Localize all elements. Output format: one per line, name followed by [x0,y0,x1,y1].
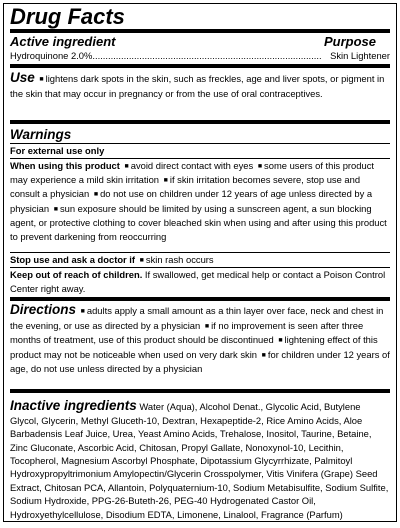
divider [10,389,390,393]
bullet-icon: ■ [204,322,210,330]
bullet-icon: ■ [53,205,58,213]
when-using-item: some users of this product may experience a mild skin irritation [10,159,374,186]
stop-use-item: skin rash occurs [145,254,214,266]
bullet-icon: ■ [261,351,266,359]
active-header-row [10,34,390,49]
directions-section [10,303,390,375]
inactive-text: Water (Aqua), Alcohol Denat., Glycolic Acid, Butylene Glycol, Glycerin, Methyl Gluceth-10, Dextran, Hexapeptide-2, Rice Amino Acids, Aloe Barbadensis Leaf Juice, Urea, Yeast Amino Acids, Trehalose, Inositol, Taurine, Betaine, Zinc Gluconate, Ascorbic Acid, Chitosan, Propyl Gallate, Nonoxynol-10, Lecithin, Tocopherol, Magnesium Ascorbyl Phosphate, Dipotassium Glycyrrhizate, Palmitoyl Hydroxypropyltrimonium Amylopectin/Glycerin Crosspolymer, Vitis Vinifera (Grape) Seed Extract, Chitosan PCA, Allantoin, Polyquaternium-10, Sodium Metabisulfite, Sodium Sulfite, Sodium Hydroxide, PPG-26-Buteth-26, PEG-40 Hydrogenated Castor Oil, Hydroxyethylcellulose, Disodium EDTA, Limonene, Linalool, Fragrance (Parfum) [10,401,389,520]
when-using-item: sun exposure should be limited by using a sunscreen agent, a sun blocking agent, or protective clothing to cover bleached skin when using and after using this product to prevent darkening from reoccurring [10,202,387,242]
stop-use-lead: Stop use and ask a doctor if [10,254,136,266]
stop-use-section [10,253,390,267]
divider [10,64,390,68]
bullet-icon: ■ [93,191,99,199]
keep-out-section [10,268,390,295]
use-text: lightens dark spots in the skin, such as freckles, age and liver spots, or pigment in the skin that may occur in pregnancy or from the use of oral contraceptives. [10,73,385,99]
keep-out-text: If swallowed, get medical help or contact a Poison Control Center right away. [10,269,386,294]
active-ingredient-row [10,49,390,62]
when-using-item: avoid direct contact with eyes [130,159,254,171]
when-using-lead: When using this product [10,159,120,171]
bullet-icon: ■ [163,177,168,185]
purpose-value: Skin Lightener [330,50,390,61]
purpose-heading: Purpose [323,34,376,49]
bullet-icon: ■ [257,162,263,170]
page-title: Drug Facts [10,4,125,29]
drug-facts-panel [3,3,397,522]
keep-out-lead: Keep out of reach of children. [10,269,143,281]
use-heading: Use [10,70,35,86]
bullet-icon: ■ [80,308,85,316]
directions-heading: Directions [10,302,77,318]
inactive-section [10,399,390,521]
directions-item: for children under 12 years of age, do not use unless directed by a physician [10,348,390,374]
when-using-item: do not use on children under 12 years of age unless directed by a physician [10,188,373,214]
inactive-heading: Inactive ingredients [10,398,137,414]
warnings-heading: Warnings [10,127,72,143]
divider [10,120,390,124]
bullet-icon: ■ [124,162,129,170]
bullet-icon: ■ [39,76,44,84]
directions-item: adults apply a small amount as a thin layer over face, neck and chest in the evening, or use as directed by a physician [10,305,384,331]
directions-item: lightening effect of this product may not be noticeable when used on very dark skin [10,334,378,360]
bullet-icon: ■ [139,257,144,265]
external-use-text: For external use only [10,145,105,157]
bullet-icon: ■ [278,337,283,345]
divider [10,29,390,33]
leader-dots: ........................................................................................ [92,50,322,61]
when-using-section [10,159,390,243]
when-using-item: if skin irritation becomes severe, stop use and consult a physician [10,174,361,200]
use-section [10,71,390,100]
divider [10,297,390,301]
active-ingredient-heading: Active ingredient [10,34,116,49]
active-ingredient-name: Hydroquinone 2.0% [10,50,93,61]
directions-item: if no improvement is seen after three months of treatment, use of this product should be discontinued [10,319,364,346]
